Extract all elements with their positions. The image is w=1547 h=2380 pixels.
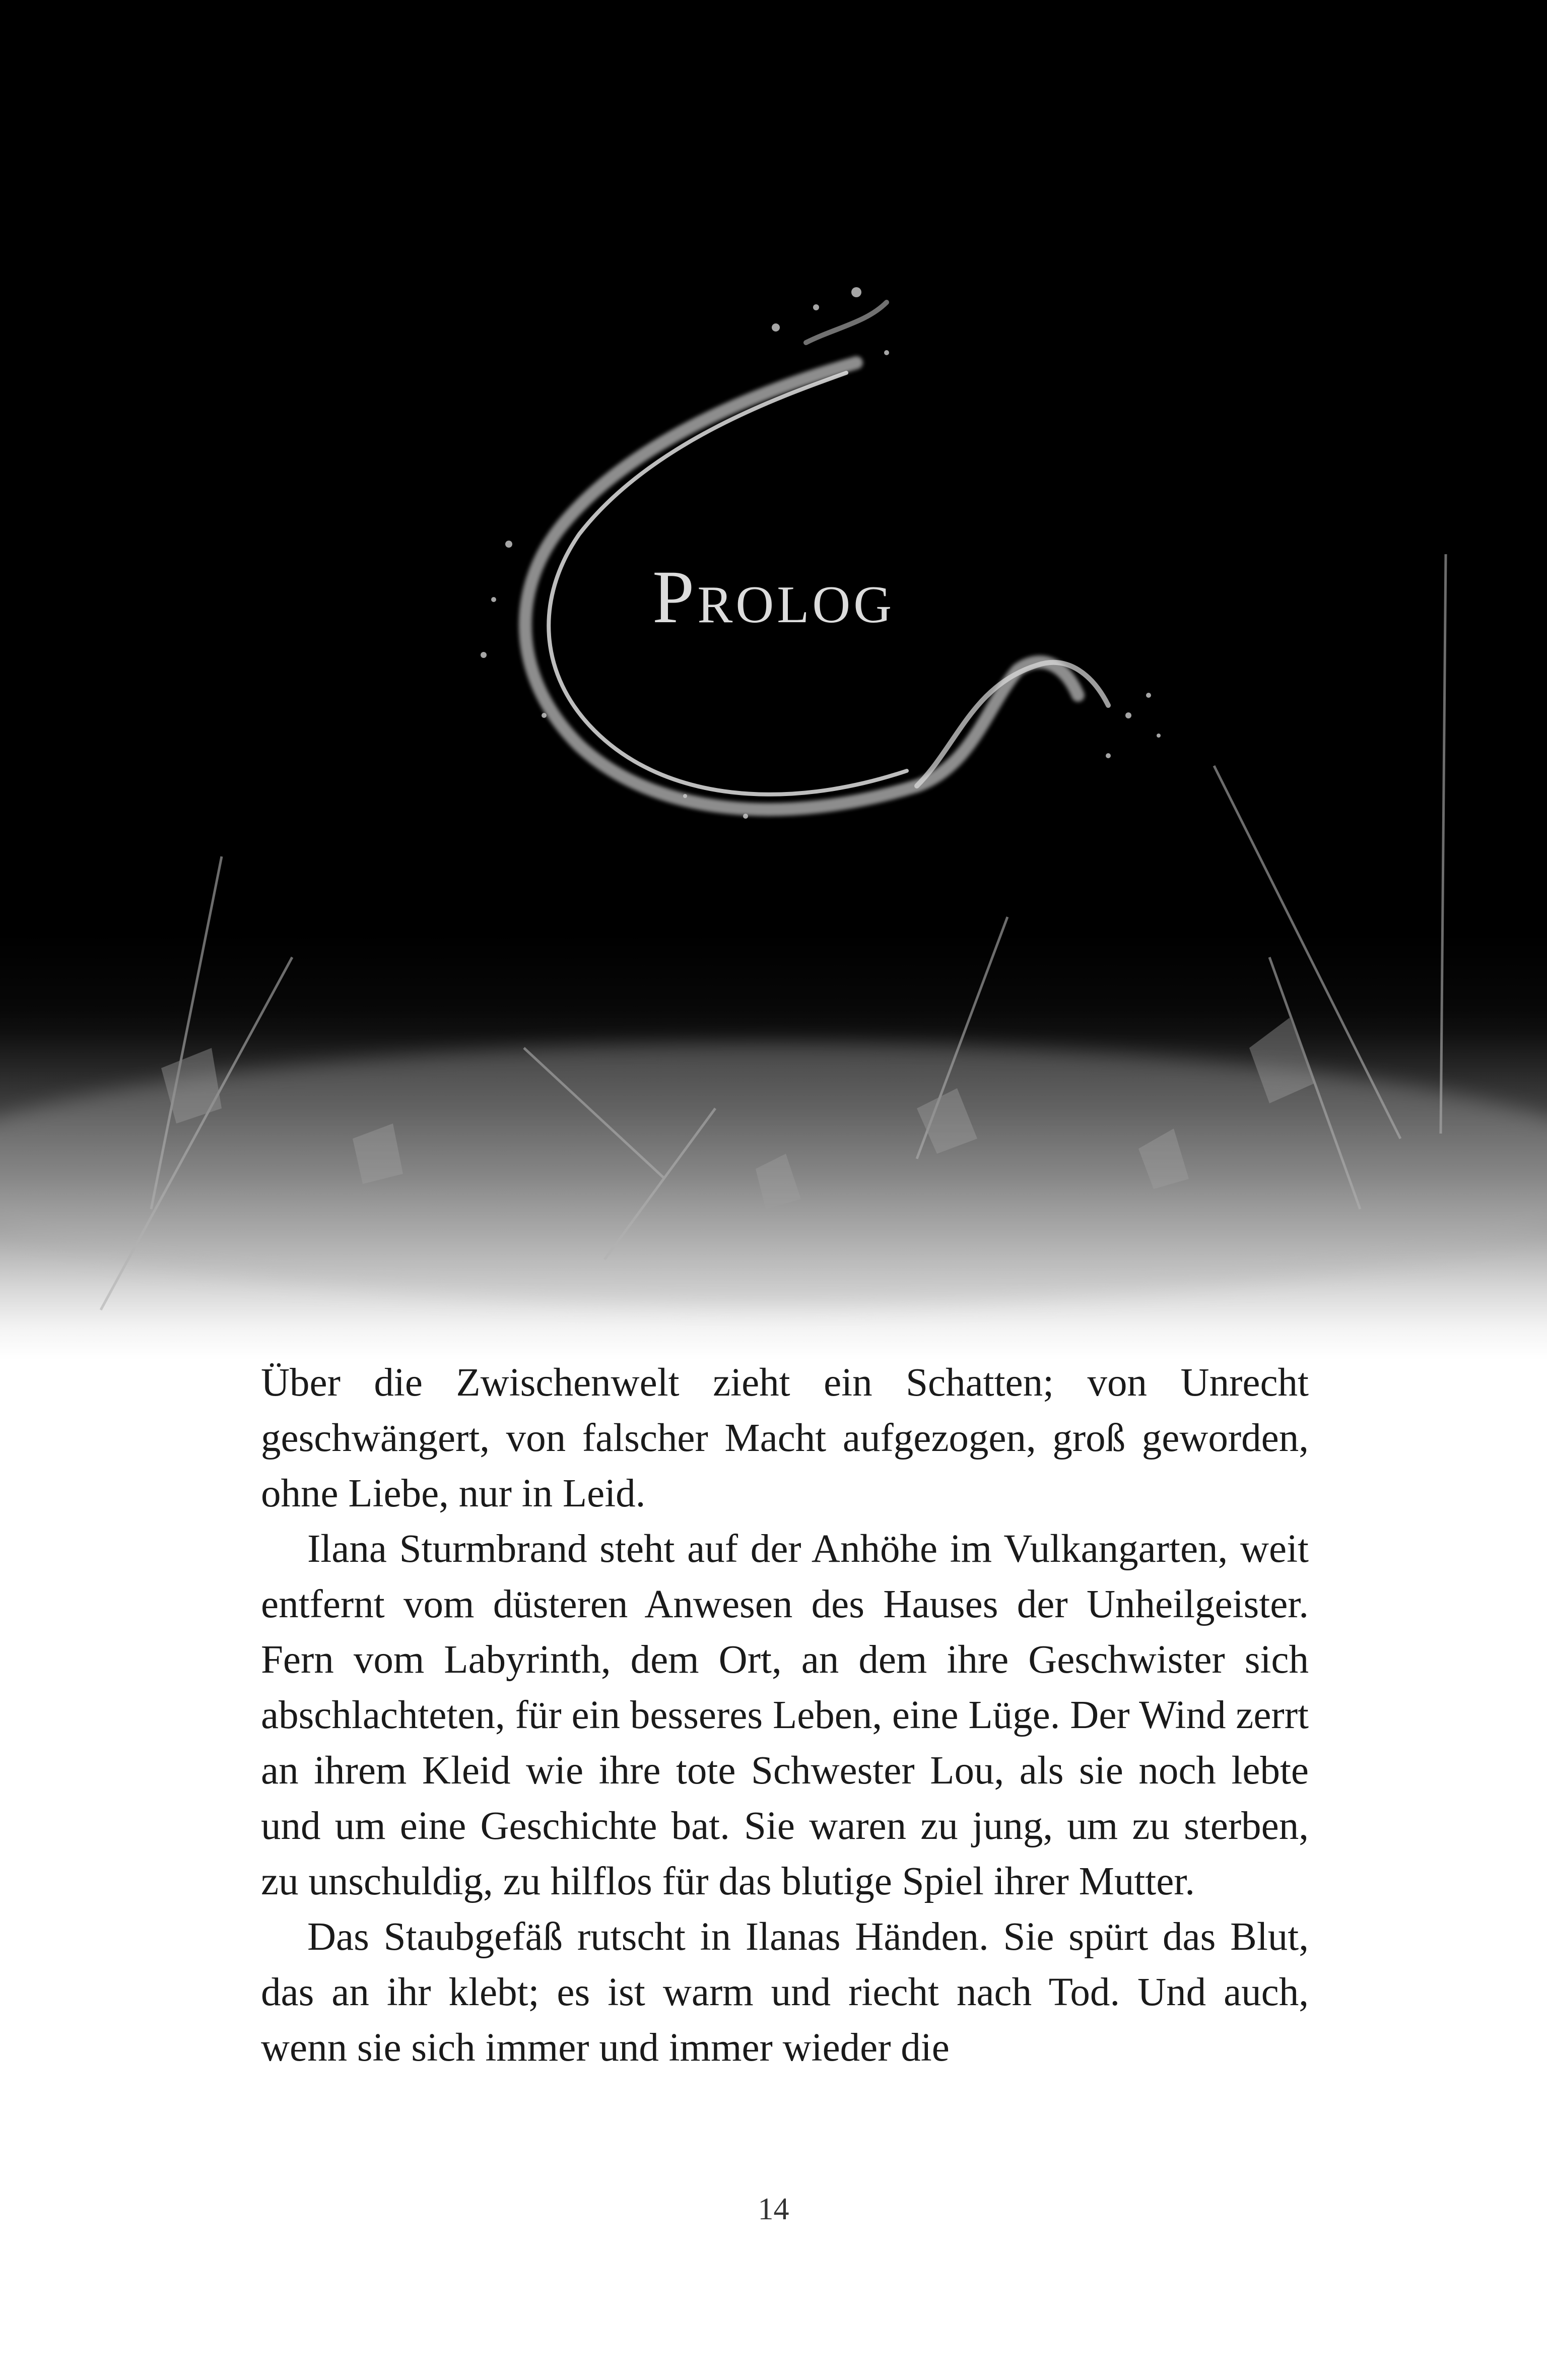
paragraph: Ilana Sturmbrand steht auf der Anhöhe im Vulkangarten, weit entfernt vom düsteren Anwesen des Hauses der Unheilgeister. Fern vom Labyrinth, dem Ort, an dem ihre Geschwister sich abschlachteten, für ein besseres Leben, eine Lüge. Der Wind zerrt an ihrem Kleid wie ihre tote Schwester Lou, als sie noch lebte und um eine Geschichte bat. Sie waren zu jung, um zu sterben, zu unschuldig, zu hilflos für das blutige Spiel ihrer Mutter. — [261, 1527, 1309, 1903]
prologue-text — [261, 1355, 1309, 2076]
paragraph: Das Staubgefäß rutscht in Ilanas Händen. Sie spürt das Blut, das an ihr klebt; es ist warm und riecht nach Tod. Und auch, wenn sie sich immer und immer wieder die — [261, 1915, 1309, 2070]
page-number: 14 — [758, 2192, 789, 2226]
paragraph: Über die Zwischenwelt zieht ein Schatten; von Unrecht geschwängert, von falscher Macht aufgezogen, groß geworden, ohne Liebe, nur in Leid. — [261, 1361, 1309, 1515]
chapter-title: Prolog — [652, 555, 895, 639]
